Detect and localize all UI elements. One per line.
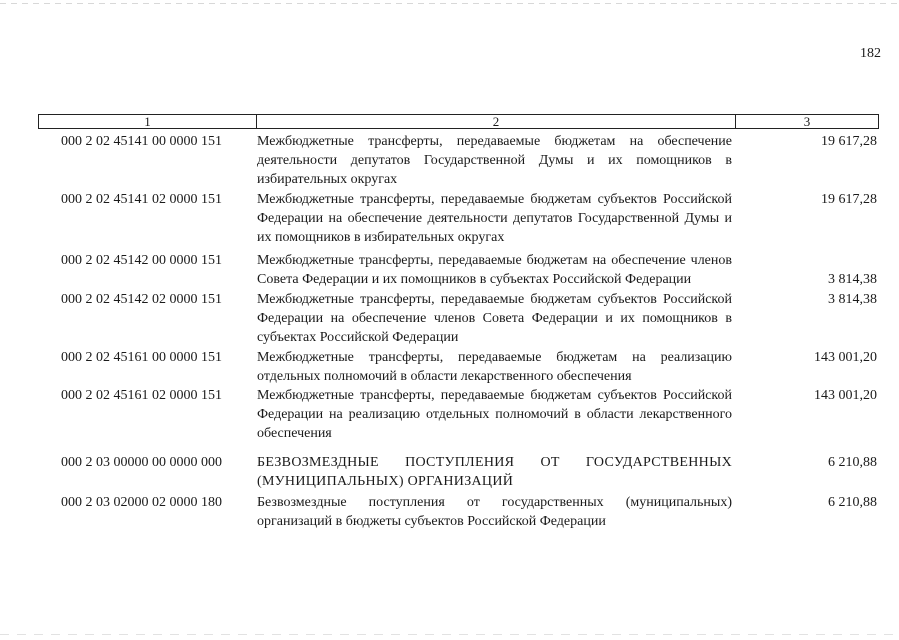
row-description: Межбюджетные трансферты, передаваемые бюджетам на обеспечение членов Совета Федерации и их помощников в субъектах Российской Федерации <box>257 253 732 287</box>
row-code: 000 2 02 45141 02 0000 151 <box>61 192 222 207</box>
row-description: Межбюджетные трансферты, передаваемые бюджетам на обеспечение деятельности депутатов Государственной Думы и их помощников в избирательных округах <box>257 134 732 187</box>
row-description: Безвозмездные поступления от государственных (муниципальных) организаций в бюджеты субъектов Российской Федерации <box>257 495 732 529</box>
table-row <box>0 493 899 531</box>
row-amount: 143 001,20 <box>814 350 877 365</box>
row-code: 000 2 02 45141 00 0000 151 <box>61 134 222 149</box>
header-col-1: 1 <box>39 115 257 128</box>
row-code: 000 2 02 45161 00 0000 151 <box>61 350 222 365</box>
row-amount: 3 814,38 <box>828 272 877 287</box>
scan-edge-top <box>0 3 899 4</box>
scan-edge-bottom <box>0 634 899 635</box>
row-description: Межбюджетные трансферты, передаваемые бюджетам субъектов Российской Федерации на реализацию отдельных полномочий в области лекарственного обеспечения <box>257 388 732 441</box>
row-code: 000 2 02 45161 02 0000 151 <box>61 388 222 403</box>
page-number: 182 <box>860 46 881 61</box>
table-row <box>0 348 899 386</box>
row-code: 000 2 02 45142 02 0000 151 <box>61 292 222 307</box>
row-code: 000 2 03 02000 02 0000 180 <box>61 495 222 510</box>
row-amount: 143 001,20 <box>814 388 877 403</box>
row-amount: 3 814,38 <box>828 292 877 307</box>
row-description: БЕЗВОЗМЕЗДНЫЕ ПОСТУПЛЕНИЯ ОТ ГОСУДАРСТВЕННЫХ (МУНИЦИПАЛЬНЫХ) ОРГАНИЗАЦИЙ <box>257 455 732 489</box>
table-row <box>0 190 899 247</box>
row-description: Межбюджетные трансферты, передаваемые бюджетам субъектов Российской Федерации на обеспечение членов Совета Федерации и их помощников в субъектах Российской Федерации <box>257 292 732 345</box>
table-row <box>0 251 899 289</box>
row-description: Межбюджетные трансферты, передаваемые бюджетам субъектов Российской Федерации на обеспечение деятельности депутатов Государственной Думы и их помощников в избирательных округах <box>257 192 732 245</box>
header-col-2: 2 <box>257 115 736 128</box>
row-amount: 19 617,28 <box>821 192 877 207</box>
table-body <box>0 132 899 531</box>
row-amount: 19 617,28 <box>821 134 877 149</box>
table-row <box>0 132 899 189</box>
row-code: 000 2 03 00000 00 0000 000 <box>61 455 222 470</box>
row-amount: 6 210,88 <box>828 455 877 470</box>
table-header <box>38 114 879 129</box>
table-row <box>0 290 899 347</box>
table-row <box>0 386 899 443</box>
row-code: 000 2 02 45142 00 0000 151 <box>61 253 222 268</box>
row-description: Межбюджетные трансферты, передаваемые бюджетам на реализацию отдельных полномочий в области лекарственного обеспечения <box>257 350 732 384</box>
header-col-3: 3 <box>803 114 811 129</box>
table-row <box>0 453 899 491</box>
row-amount: 6 210,88 <box>828 495 877 510</box>
